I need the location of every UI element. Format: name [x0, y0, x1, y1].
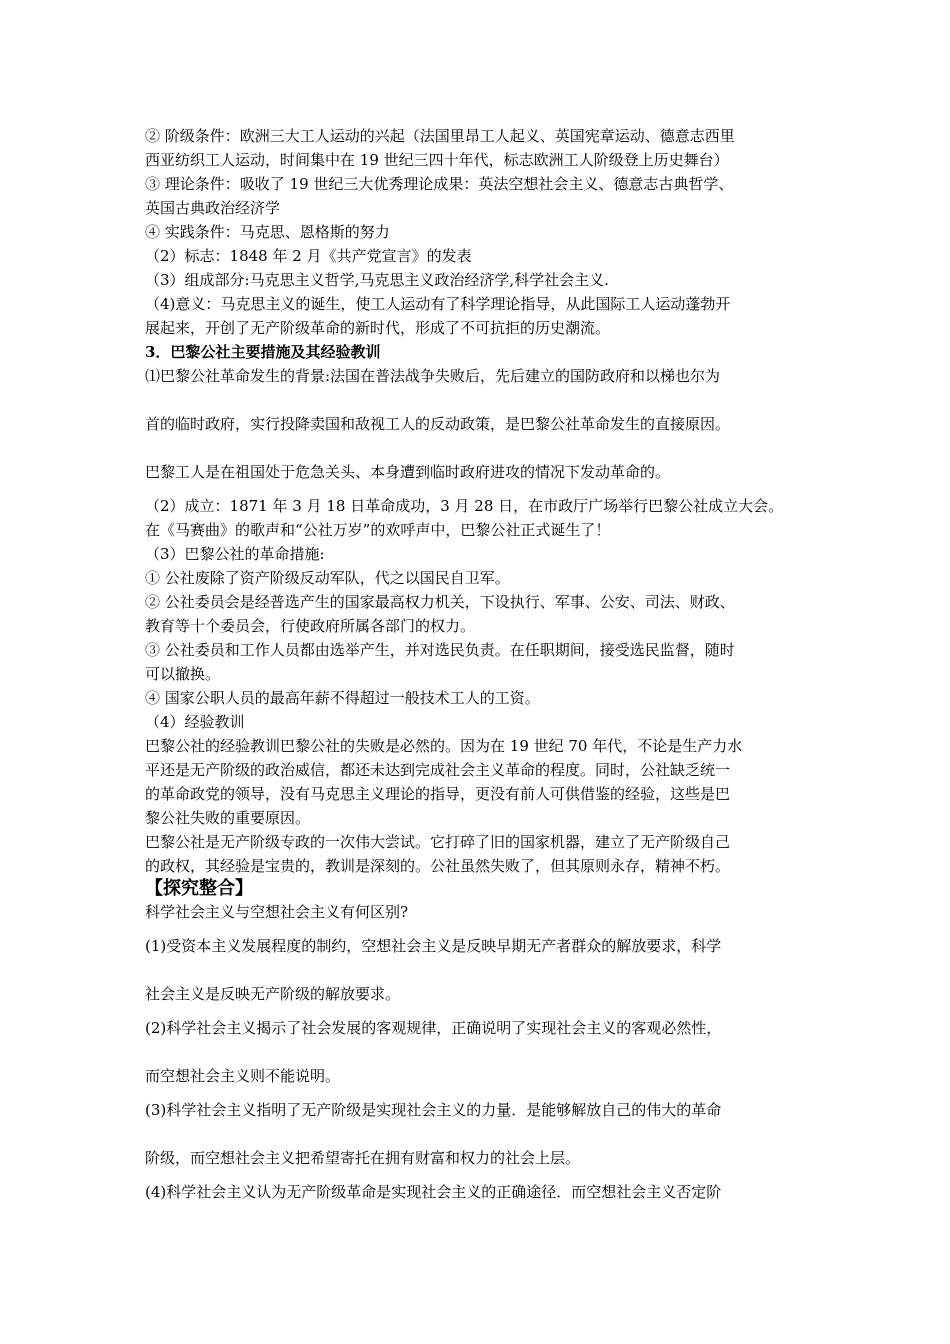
- text-line: 的政权，其经验是宝贵的，教训是深刻的。公社虽然失败了，但其原则永存，精神不朽。: [145, 857, 731, 875]
- text-line: 阶级，而空想社会主义把希望寄托在拥有财富和权力的社会上层。: [145, 1149, 581, 1167]
- spacer: [145, 388, 815, 412]
- text-line: 巴黎公社是无产阶级专政的一次伟大尝试。它打碎了旧的国家机器，建立了无产阶级自己: [145, 833, 731, 851]
- spacer: [145, 1040, 815, 1064]
- text-line: ③ 理论条件：吸收了 19 世纪三大优秀理论成果：英法空想社会主义、德意志古典哲学、: [145, 175, 734, 193]
- text-line: 的革命政党的领导，没有马克思主义理论的指导，更没有前人可供借鉴的经验，这些是巴: [145, 785, 731, 803]
- spacer: [145, 436, 815, 460]
- text-line: (2)科学社会主义揭示了社会发展的客观规律，正确说明了实现社会主义的客观必然性，: [145, 1019, 722, 1037]
- document-page: [145, 0, 815, 1204]
- text-line: 可以撤换。: [145, 665, 221, 683]
- text-line: 社会主义是反映无产阶级的解放要求。: [145, 985, 401, 1003]
- text-line: (1)受资本主义发展程度的制约，空想社会主义是反映早期无产者群众的解放要求，科学: [145, 937, 722, 955]
- spacer: [145, 924, 815, 934]
- text-line: （3）组成部分:马克思主义哲学,马克思主义政治经济学,科学社会主义.: [145, 271, 609, 289]
- text-line: 展起来，开创了无产阶级革命的新时代，形成了不可抗拒的历史潮流。: [145, 319, 611, 337]
- text-line: （2）成立：1871 年 3 月 18 日革命成功，3 月 28 日，在市政厅广场举行巴黎公社成立大会。: [145, 497, 784, 515]
- text-line: ② 公社委员会是经普选产生的国家最高权力机关，下设执行、军事、公安、司法、财政、: [145, 593, 735, 611]
- text-line: （4）经验教训: [145, 713, 245, 731]
- text-line: 西亚纺织工人运动，时间集中在 19 世纪三四十年代，标志欧洲工人阶级登上历史舞台）: [145, 151, 729, 169]
- text-line: ⑴巴黎公社革命发生的背景:法国在普法战争失败后，先后建立的国防政府和以梯也尔为: [145, 367, 721, 385]
- text-line: 巴黎工人是在祖国处于危急关头、本身遭到临时政府进攻的情况下发动革命的。: [145, 463, 671, 481]
- spacer: [145, 1170, 815, 1180]
- section-heading: 3．巴黎公社主要措施及其经验教训: [145, 343, 381, 361]
- text-line: 而空想社会主义则不能说明。: [145, 1067, 341, 1085]
- section-heading-explore: 【探究整合】: [145, 878, 253, 899]
- text-line: （3）巴黎公社的革命措施:: [145, 545, 325, 563]
- spacer: [145, 958, 815, 982]
- spacer: [145, 1006, 815, 1016]
- spacer: [145, 484, 815, 494]
- text-line: （2）标志：1848 年 2 月《共产党宣言》的发表: [145, 247, 472, 265]
- text-line: 在《马赛曲》的歌声和“公社万岁”的欢呼声中，巴黎公社正式诞生了！: [145, 521, 611, 539]
- text-line: (4)科学社会主义认为无产阶级革命是实现社会主义的正确途径．而空想社会主义否定阶: [145, 1183, 722, 1201]
- text-line: 巴黎公社的经验教训巴黎公社的失败是必然的。因为在 19 世纪 70 年代，不论是生产力水: [145, 737, 743, 755]
- text-line: ③ 公社委员和工作人员都由选举产生，并对选民负责。在任职期间，接受选民监督，随时: [145, 641, 735, 659]
- text-line: 首的临时政府，实行投降卖国和敌视工人的反动政策，是巴黎公社革命发生的直接原因。: [145, 415, 731, 433]
- spacer: [145, 1122, 815, 1146]
- text-line: （4)意义：马克思主义的诞生，使工人运动有了科学理论指导，从此国际工人运动蓬勃开: [145, 295, 731, 313]
- text-line: ④ 国家公职人员的最高年薪不得超过一般技术工人的工资。: [145, 689, 540, 707]
- text-line: 科学社会主义与空想社会主义有何区别?: [145, 903, 409, 921]
- text-line: ① 公社废除了资产阶级反动军队，代之以国民自卫军。: [145, 569, 510, 587]
- text-line: 教育等十个委员会，行使政府所属各部门的权力。: [145, 617, 476, 635]
- spacer: [145, 1088, 815, 1098]
- text-line: 黎公社失败的重要原因。: [145, 809, 311, 827]
- top-margin: [145, 0, 815, 124]
- text-line: 平还是无产阶级的政治威信，都还未达到完成社会主义革命的程度。同时，公社缺乏统一: [145, 761, 731, 779]
- text-line: ② 阶级条件：欧洲三大工人运动的兴起（法国里昂工人起义、英国宪章运动、德意志西里: [145, 127, 735, 145]
- text-line: (3)科学社会主义指明了无产阶级是实现社会主义的力量．是能够解放自己的伟大的革命: [145, 1101, 722, 1119]
- text-line: 英国古典政治经济学: [145, 199, 281, 217]
- text-line: ④ 实践条件：马克思、恩格斯的努力: [145, 223, 390, 241]
